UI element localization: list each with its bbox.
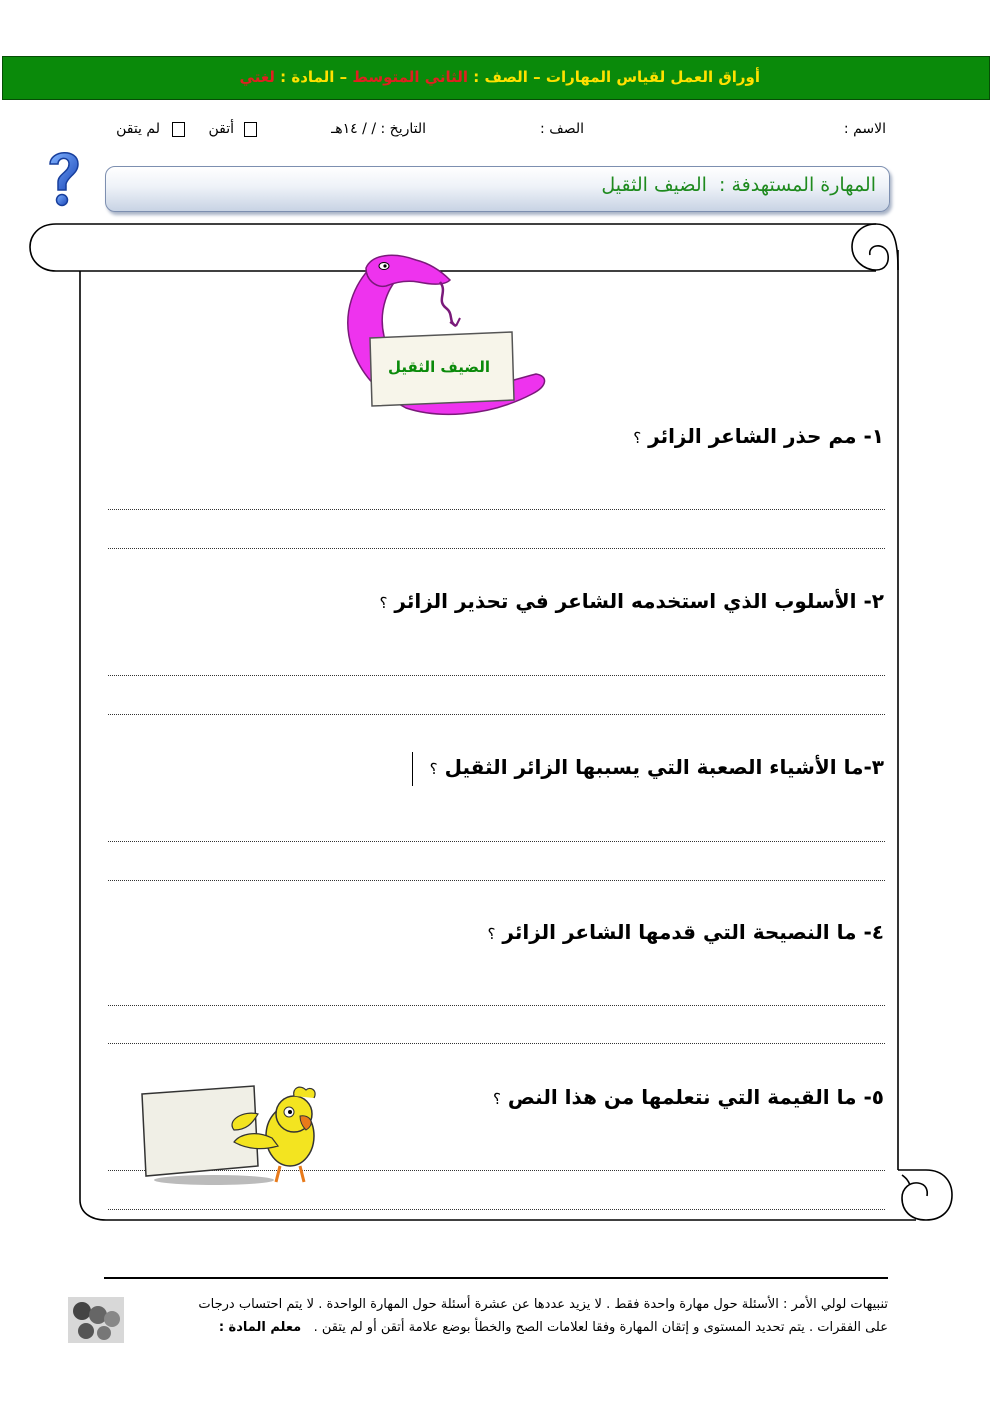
question-5 bbox=[493, 1085, 884, 1109]
footer-note-line2-text: على الفقرات . يتم تحديد المستوى و إتقان المهارة وفقا لعلامات الصح والخطأ بوضع علامة أتقن أو لم يتقن . bbox=[313, 1320, 888, 1335]
question-1 bbox=[633, 424, 884, 448]
mastered-label: أتقن bbox=[208, 121, 234, 137]
question-4 bbox=[487, 920, 884, 944]
footer-note-line2 bbox=[219, 1320, 888, 1335]
footer-note-line1: تنبيهات لولي الأمر : الأسئلة حول مهارة واحدة فقط . لا يزيد عددها عن عشرة أسئلة حول المهارة الواحدة . لا يتم احتساب درجات bbox=[198, 1297, 888, 1312]
answer-line[interactable] bbox=[108, 548, 885, 549]
header-subject: لغتي bbox=[239, 68, 275, 86]
mastered-checkbox[interactable] bbox=[244, 122, 257, 137]
teacher-label: معلم المادة : bbox=[218, 1320, 302, 1335]
footer-divider bbox=[104, 1277, 888, 1279]
question-4-text: ٤- ما النصيحة التي قدمها الشاعر الزائر bbox=[502, 920, 884, 944]
question-2-mark: ؟ bbox=[379, 594, 388, 612]
answer-line[interactable] bbox=[108, 1043, 885, 1044]
answer-line[interactable] bbox=[108, 1209, 885, 1210]
header-grade: الثاني المتوسط bbox=[352, 68, 469, 86]
skill-label: المهارة المستهدفة : bbox=[719, 174, 876, 196]
question-3-mark: ؟ bbox=[429, 760, 438, 778]
question-1-text: ١- مم حذر الشاعر الزائر bbox=[648, 424, 884, 448]
answer-line[interactable] bbox=[108, 880, 885, 881]
answer-line[interactable] bbox=[108, 1005, 885, 1006]
text-cursor bbox=[412, 752, 413, 786]
bird-sign-illustration bbox=[134, 1084, 334, 1190]
footer-logo-icon bbox=[68, 1297, 124, 1343]
header-part2: – المادة : bbox=[274, 68, 353, 86]
skill-value: الضيف الثقيل bbox=[601, 174, 707, 196]
header-part1: أوراق العمل لقياس المهارات – الصف : bbox=[468, 68, 760, 86]
not-mastered-checkbox[interactable] bbox=[172, 122, 185, 137]
question-2 bbox=[379, 589, 884, 613]
question-5-text: ٥- ما القيمة التي نتعلمها من هذا النص bbox=[507, 1085, 884, 1109]
header-title bbox=[240, 68, 760, 86]
date-label: التاريخ : / / ١٤هـ bbox=[331, 121, 426, 137]
answer-line[interactable] bbox=[108, 509, 885, 510]
snake-sign-text: الضيف الثقيل bbox=[388, 358, 490, 376]
question-3-text: ٣-ما الأشياء الصعبة التي يسببها الزائر الثقيل bbox=[444, 755, 884, 779]
skill-heading bbox=[601, 174, 876, 196]
name-label: الاسم : bbox=[843, 121, 886, 137]
answer-line[interactable] bbox=[108, 675, 885, 676]
not-mastered-label: لم يتقن bbox=[116, 121, 160, 137]
question-3 bbox=[430, 755, 884, 779]
snake-illustration bbox=[336, 252, 548, 420]
question-mark-icon bbox=[42, 146, 84, 208]
answer-line[interactable] bbox=[108, 841, 885, 842]
class-label: الصف : bbox=[540, 121, 584, 137]
question-4-mark: ؟ bbox=[487, 925, 496, 943]
question-2-text: ٢- الأسلوب الذي استخدمه الشاعر في تحذير الزائر bbox=[394, 589, 884, 613]
answer-line[interactable] bbox=[108, 714, 885, 715]
question-1-mark: ؟ bbox=[633, 429, 642, 447]
question-5-mark: ؟ bbox=[492, 1090, 501, 1108]
